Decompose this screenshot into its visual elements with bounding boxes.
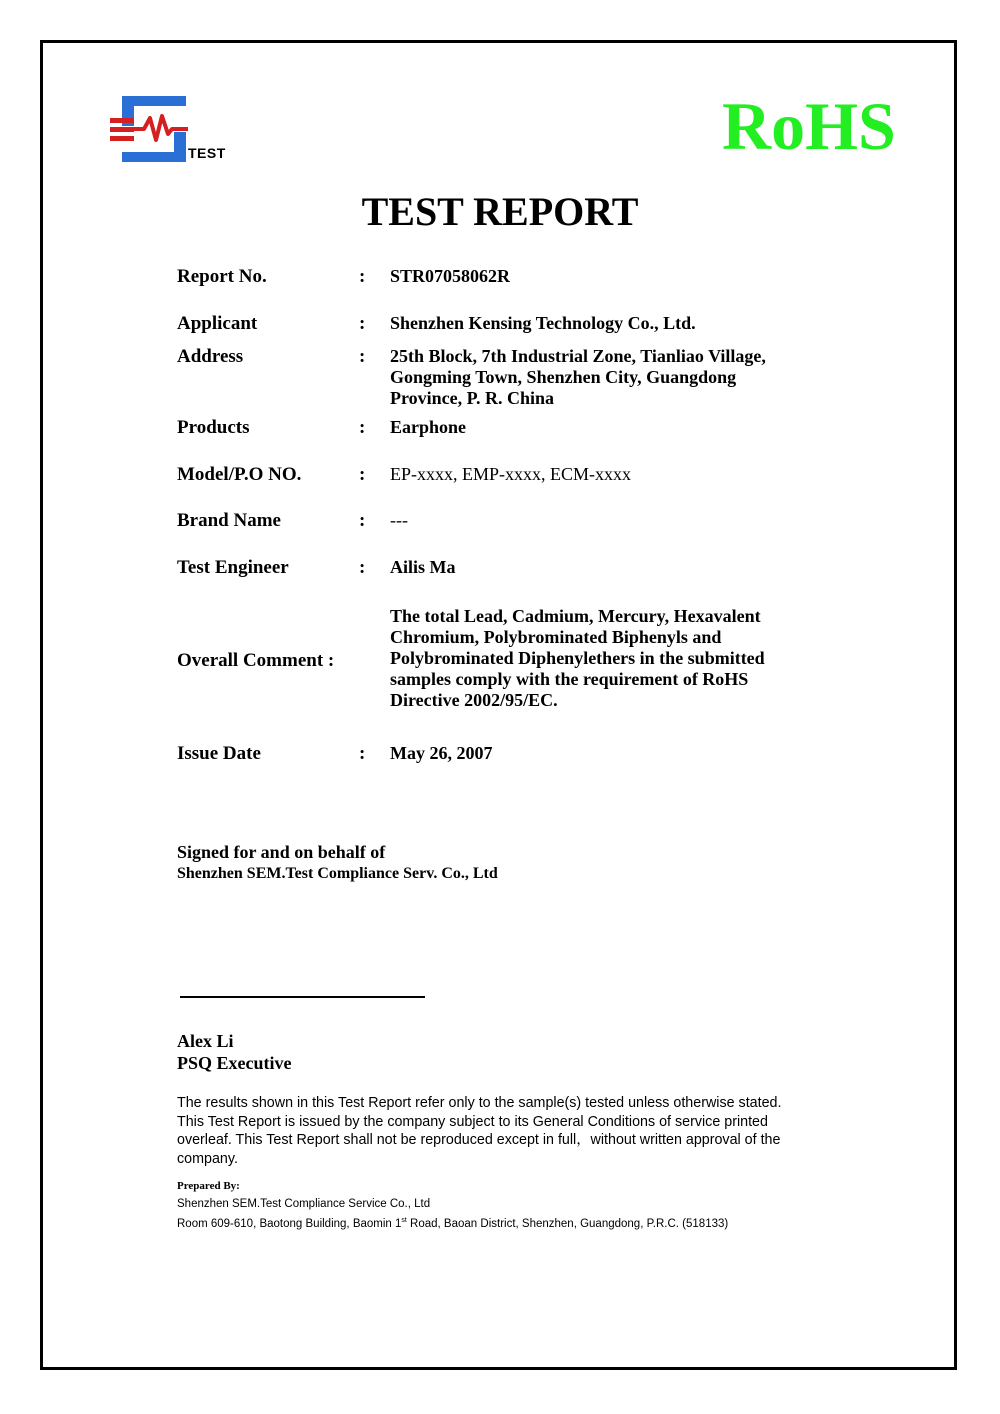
address-text: Road, Baoan District, Shenzhen, Guangdong, P.R.C. (518133) xyxy=(406,1217,729,1230)
comment-line: Polybrominated Diphenylethers in the submitted xyxy=(390,648,765,668)
field-colon: : xyxy=(359,743,366,764)
field-label: Model/P.O NO. xyxy=(177,464,302,485)
field-label: Issue Date xyxy=(177,743,261,764)
field-colon: : xyxy=(359,417,366,438)
prepared-by-company: Shenzhen SEM.Test Compliance Service Co., Ltd xyxy=(177,1198,431,1210)
field-colon: : xyxy=(359,346,366,367)
signed-for-text: Signed for and on behalf of xyxy=(177,842,386,862)
comment-line: Chromium, Polybrominated Biphenyls and xyxy=(390,627,722,647)
prepared-by-heading: Prepared By: xyxy=(177,1180,240,1192)
comment-line: samples comply with the requirement of RoHS xyxy=(390,669,749,689)
field-value xyxy=(390,346,790,409)
address-line: 25th Block, 7th Industrial Zone, Tianliao Village, xyxy=(390,346,766,366)
address-text: Room 609-610, Baotong Building, Baomin 1 xyxy=(177,1217,402,1230)
field-colon: : xyxy=(359,510,366,531)
signature-line xyxy=(180,996,425,998)
disclaimer xyxy=(177,1094,827,1168)
logo-waveform-icon xyxy=(108,96,198,168)
field-value xyxy=(390,606,810,711)
field-colon: : xyxy=(359,557,366,578)
prepared-by-address xyxy=(177,1214,728,1231)
field-colon: : xyxy=(359,313,366,334)
disclaimer-line: This Test Report is issued by the company subject to its General Conditions of service printed xyxy=(177,1113,768,1130)
address-superscript: st xyxy=(401,1217,407,1224)
field-value: Ailis Ma xyxy=(390,557,456,577)
field-value: STR07058062R xyxy=(390,266,511,286)
field-label: Report No. xyxy=(177,266,267,287)
field-label: Test Engineer xyxy=(177,557,289,578)
field-value: May 26, 2007 xyxy=(390,743,493,763)
logo-text: TEST xyxy=(188,145,226,161)
field-value: EP-xxxx, EMP-xxxx, ECM-xxxx xyxy=(390,464,632,484)
field-colon: : xyxy=(359,464,366,485)
field-label: Brand Name xyxy=(177,510,281,531)
company-logo xyxy=(108,96,238,168)
rohs-mark: RoHS xyxy=(722,88,896,164)
page-title: TEST REPORT xyxy=(361,189,639,234)
field-value: Shenzhen Kensing Technology Co., Ltd. xyxy=(390,313,696,333)
field-label: Address xyxy=(177,346,244,367)
comment-line: Directive 2002/95/EC. xyxy=(390,690,558,710)
disclaimer-line: company. xyxy=(177,1150,238,1167)
signer-name: Alex Li xyxy=(177,1031,234,1051)
address-line: Gongming Town, Shenzhen City, Guangdong xyxy=(390,367,737,387)
address-line: Province, P. R. China xyxy=(390,388,555,408)
field-value: --- xyxy=(390,510,408,530)
signing-company: Shenzhen SEM.Test Compliance Serv. Co., Ltd xyxy=(177,865,498,882)
field-value: Earphone xyxy=(390,417,467,437)
field-label: Applicant xyxy=(177,313,258,334)
disclaimer-line: overleaf. This Test Report shall not be reproduced except in full，without written approval of the xyxy=(177,1132,781,1148)
signer-position: PSQ Executive xyxy=(177,1053,292,1073)
field-label: Products xyxy=(177,417,250,438)
field-label: Overall Comment : xyxy=(177,650,335,671)
disclaimer-line: The results shown in this Test Report refer only to the sample(s) tested unless otherwise stated. xyxy=(177,1095,782,1111)
field-colon: : xyxy=(359,266,366,287)
comment-line: The total Lead, Cadmium, Mercury, Hexavalent xyxy=(390,606,761,626)
